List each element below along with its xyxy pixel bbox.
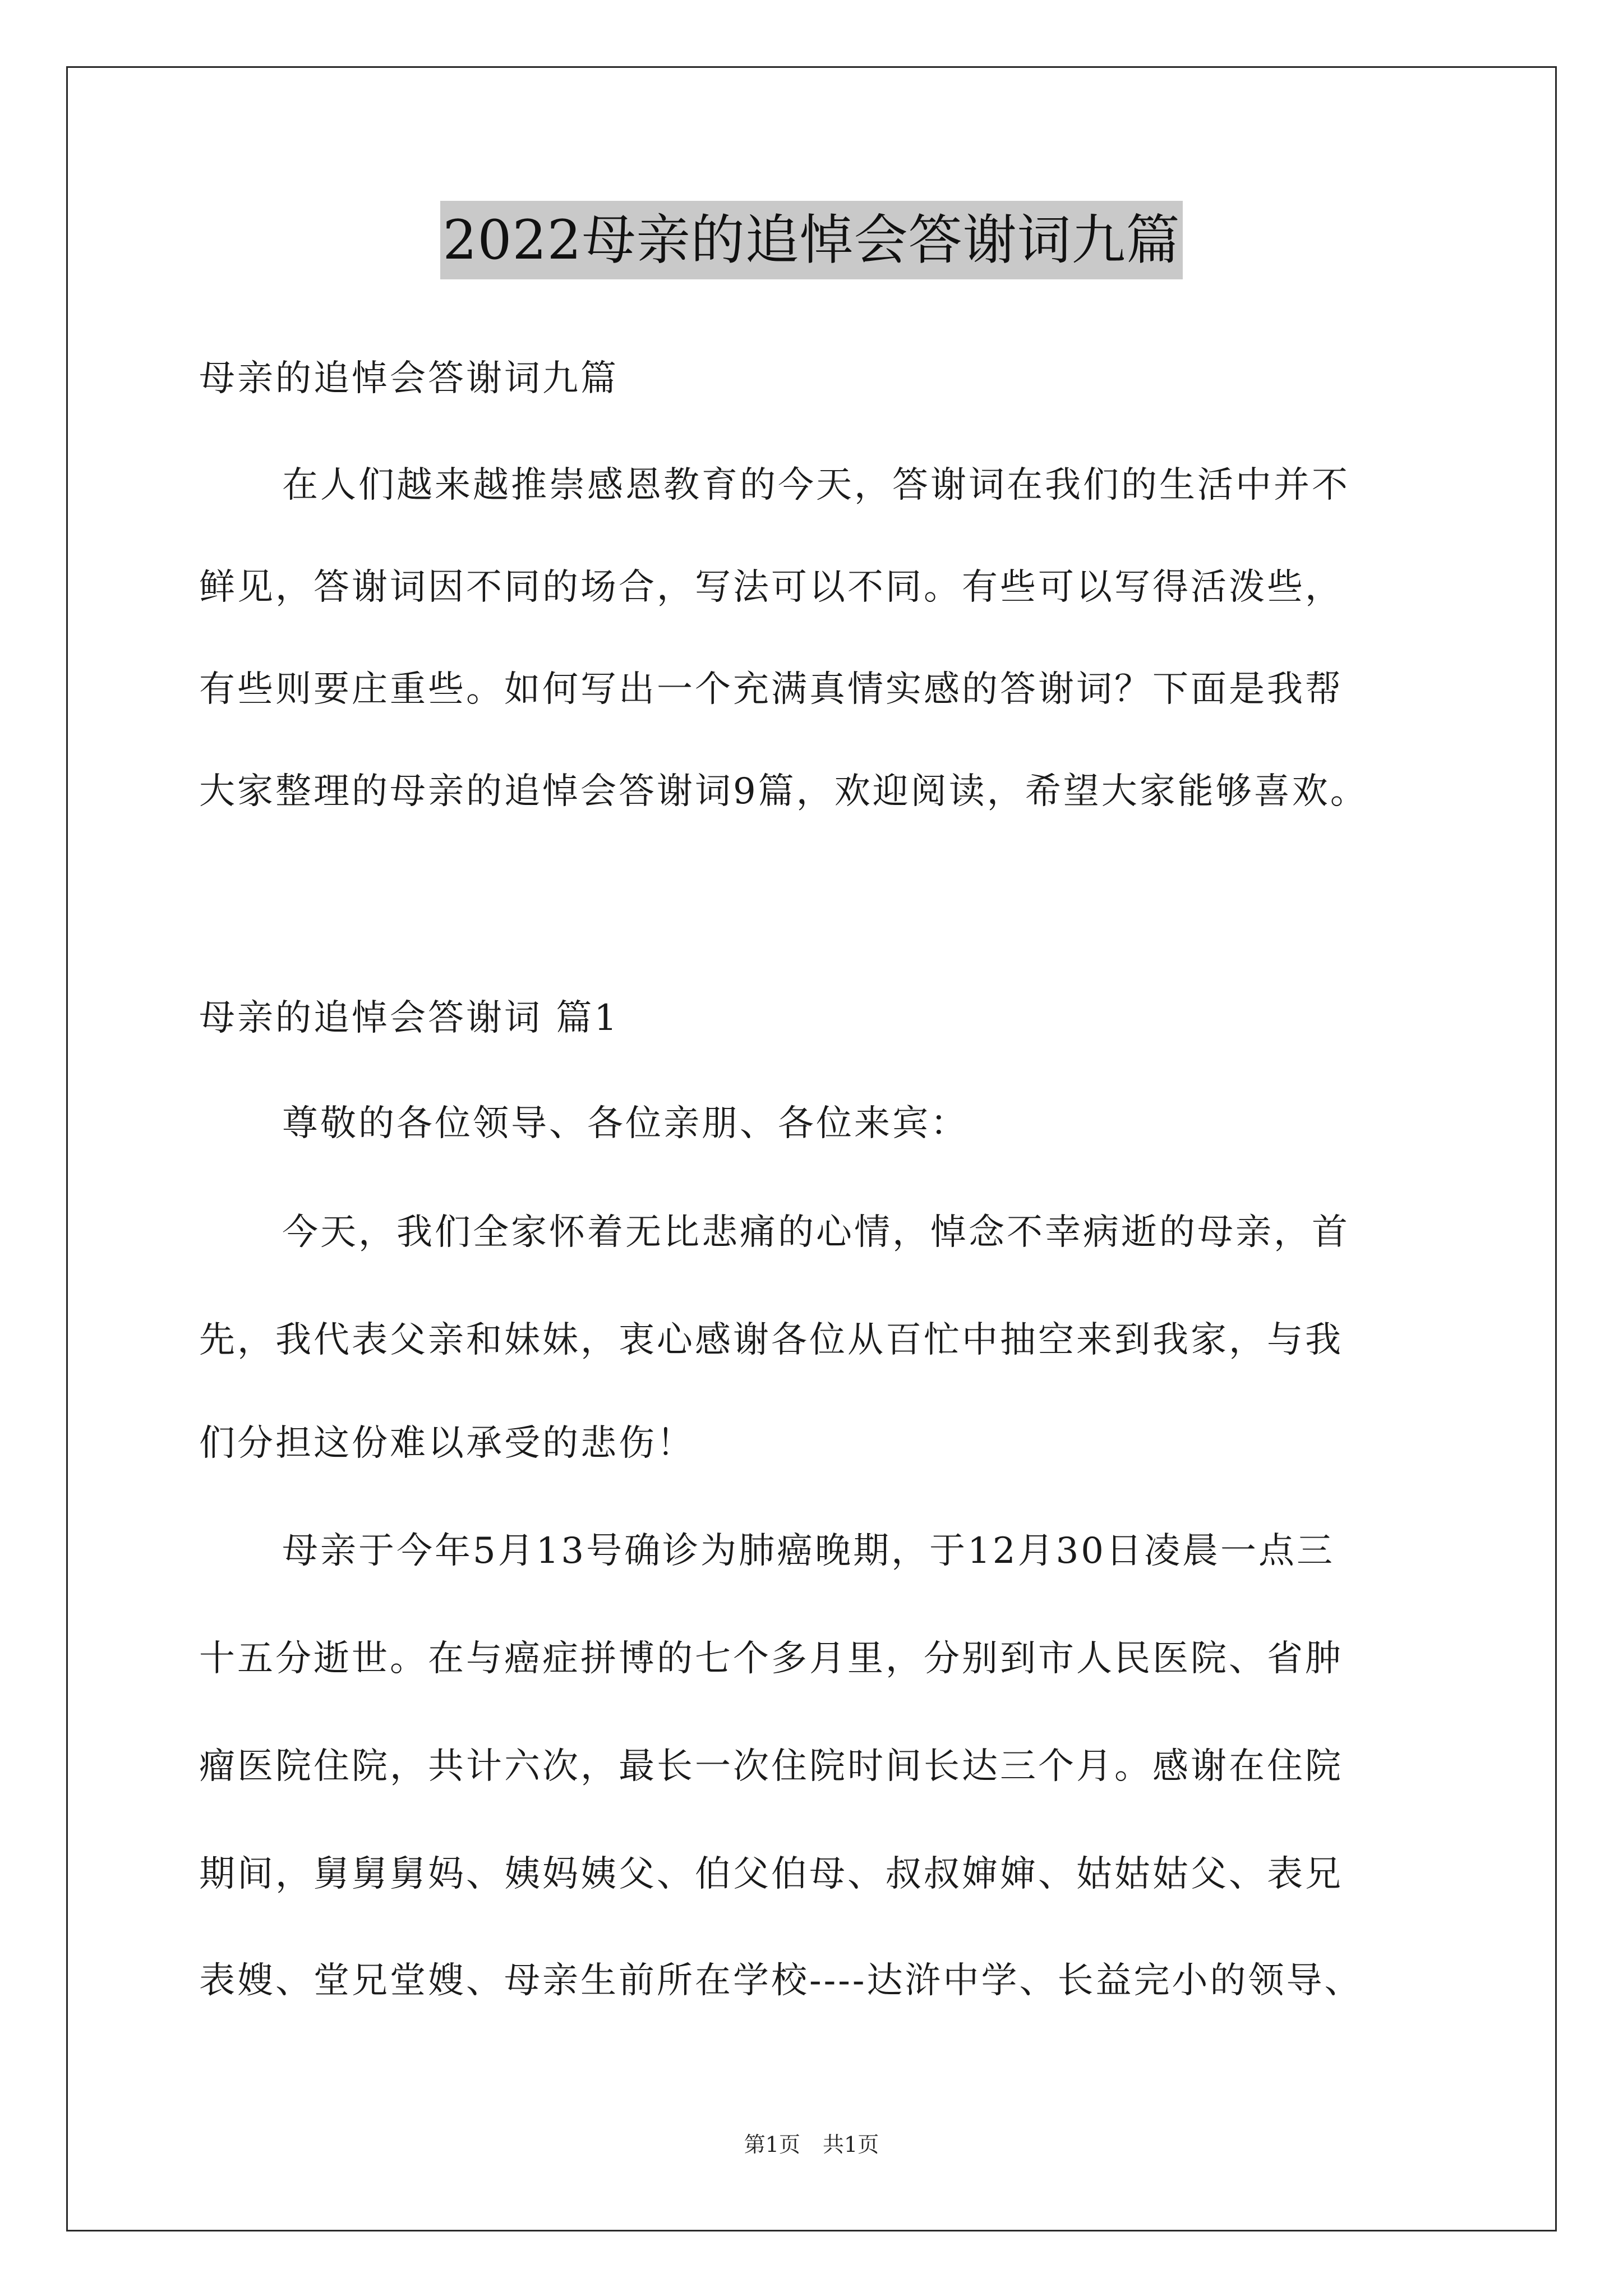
page-total: 共1页 — [823, 2132, 879, 2157]
section-heading: 母亲的追悼会答谢词 篇1 — [199, 997, 620, 1039]
page-footer — [0, 2127, 1623, 2158]
page-current: 第1页 — [744, 2132, 800, 2157]
paragraph-line: 母亲于今年5月13号确诊为肺癌晚期，于12月30日凌晨一点三 — [282, 1530, 1335, 1572]
document-title: 2022母亲的追悼会答谢词九篇 — [440, 201, 1182, 279]
paragraph-line: 表嫂、堂兄堂嫂、母亲生前所在学校----达浒中学、长益完小的领导、 — [199, 1960, 1363, 2001]
intro-line: 有些则要庄重些。如何写出一个充满真情实感的答谢词？下面是我帮 — [199, 669, 1343, 710]
paragraph-line: 先，我代表父亲和妹妹，衷心感谢各位从百忙中抽空来到我家，与我 — [199, 1319, 1343, 1361]
paragraph-line: 十五分逝世。在与癌症拼博的七个多月里，分别到市人民医院、省肿 — [199, 1638, 1343, 1680]
greeting-line: 尊敬的各位领导、各位亲朋、各位来宾： — [282, 1103, 969, 1144]
title-container — [0, 201, 1623, 279]
subtitle: 母亲的追悼会答谢词九篇 — [199, 358, 619, 399]
paragraph-line: 们分担这份难以承受的悲伤！ — [199, 1423, 695, 1464]
intro-line: 在人们越来越推崇感恩教育的今天，答谢词在我们的生活中并不 — [282, 464, 1350, 506]
paragraph-line: 期间，舅舅舅妈、姨妈姨父、伯父伯母、叔叔婶婶、姑姑姑父、表兄 — [199, 1853, 1343, 1895]
paragraph-line: 瘤医院住院，共计六次，最长一次住院时间长达三个月。感谢在住院 — [199, 1746, 1343, 1787]
paragraph-line: 今天，我们全家怀着无比悲痛的心情，悼念不幸病逝的母亲，首 — [282, 1212, 1350, 1253]
intro-line: 大家整理的母亲的追悼会答谢词9篇，欢迎阅读，希望大家能够喜欢。 — [199, 771, 1368, 812]
intro-line: 鲜见，答谢词因不同的场合，写法可以不同。有些可以写得活泼些， — [199, 567, 1343, 608]
